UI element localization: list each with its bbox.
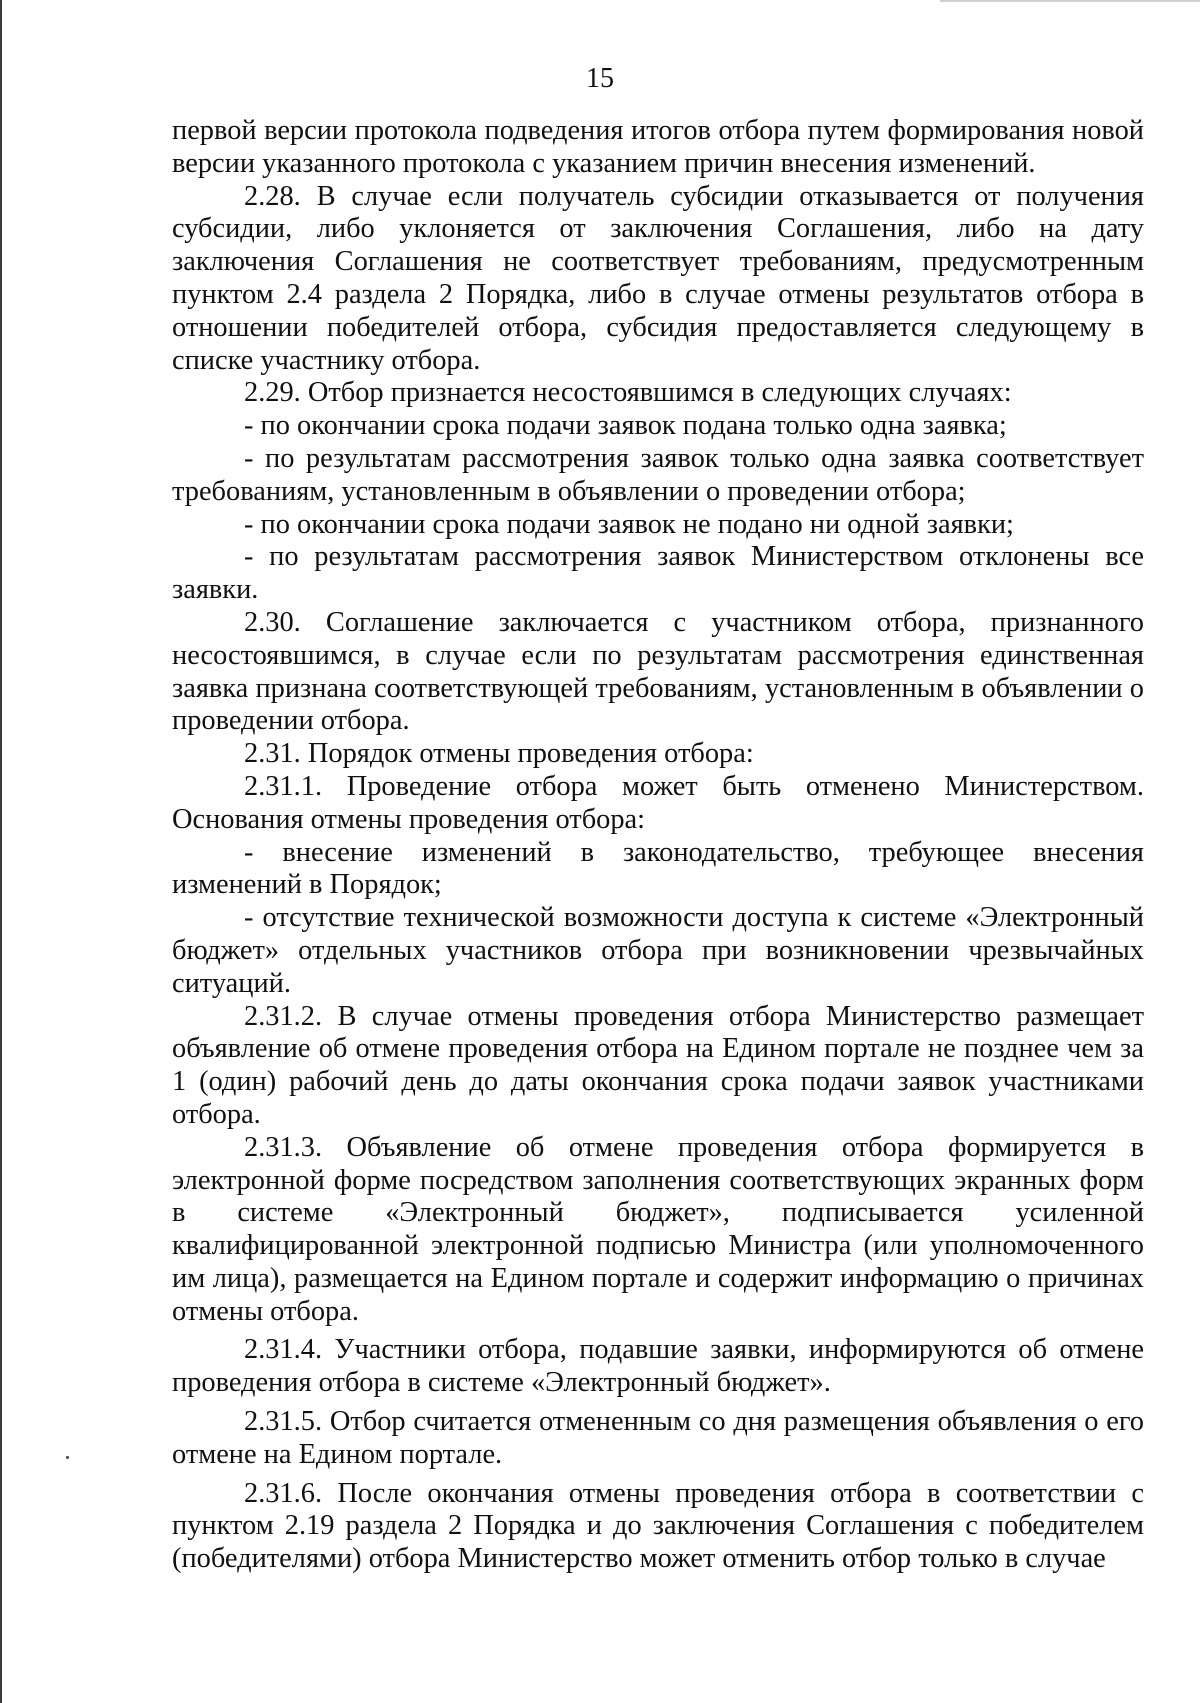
paragraph-2-31-2: 2.31.2. В случае отмены проведения отбора Министерство размещает объявление об отмене проведения отбора на Едином портале не позднее чем за 1 (один) рабочий день до даты окончания срока подачи заявок участниками отбора. [172,1000,1144,1130]
list-item: - по окончании срока подачи заявок не подано ни одной заявки; [244,508,1014,540]
list-item: - по результатам рассмотрения заявок только одна заявка соответствует требованиям, установленным в объявлении о проведении отбора; [172,442,1144,507]
paragraph-continuation: первой версии протокола подведения итогов отбора путем формирования новой версии указанного протокола с указанием причин внесения изменений. [172,115,1144,179]
paragraph-2-31-6: 2.31.6. После окончания отмены проведения отбора в соответствии с пунктом 2.19 раздела 2 Порядка и до заключения Соглашения с победителем (победителями) отбора Министерство может отменить отбор только в случае [172,1477,1144,1575]
paragraph-2-28: 2.28. В случае если получатель субсидии отказывается от получения субсидии, либо уклоняется от заключения Соглашения, либо на дату заключения Соглашения не соответствует требованиям, предусмотренным пунктом 2.4 раздела 2 Порядка, либо в случае отмены результатов отбора в отношении победителей отбора, субсидия предоставляется следующему в списке участнику отбора. [172,180,1144,376]
paragraph-2-30: 2.30. Соглашение заключается с участником отбора, признанного несостоявшимся, в случае если по результатам рассмотрения единственная заявка признана соответствующей требованиям, установленным в объявлении о проведении отбора. [172,606,1144,737]
paragraph-2-31-5: 2.31.5. Отбор считается отмененным со дня размещения объявления о его отмене на Едином портале. [172,1406,1144,1470]
paragraph-2-31-1: 2.31.1. Проведение отбора может быть отменено Министерством. Основания отмены проведения отбора: [172,770,1144,835]
paragraph-2-31-4: 2.31.4. Участники отбора, подавшие заявки, информируются об отмене проведения отбора в системе «Электронный бюджет». [172,1334,1144,1399]
document-body [172,115,1144,1576]
paragraph-2-29: 2.29. Отбор признается несостоявшимся в следующих случаях: [244,377,1012,409]
scan-top-rule [940,0,1200,2]
scan-speck [66,1456,69,1459]
list-item: - по окончании срока подачи заявок подана только одна заявка; [244,410,1007,442]
list-item: - внесение изменений в законодательство, требующее внесения изменений в Порядок; [172,836,1144,901]
scan-left-edge [0,0,2,1703]
paragraph-2-31-3: 2.31.3. Объявление об отмене проведения отбора формируется в электронной форме посредством заполнения соответствующих экранных форм в системе «Электронный бюджет», подписывается усиленной квалифицированной электронной подписью Министра (или уполномоченного им лица), размещается на Едином портале и содержит информацию о причинах отмены отбора. [172,1131,1144,1327]
page-number: 15 [586,63,614,94]
list-item: - отсутствие технической возможности доступа к системе «Электронный бюджет» отдельных участников отбора при возникновении чрезвычайных ситуаций. [172,902,1144,999]
paragraph-2-31: 2.31. Порядок отмены проведения отбора: [244,738,754,770]
list-item: - по результатам рассмотрения заявок Министерством отклонены все заявки. [172,541,1144,606]
